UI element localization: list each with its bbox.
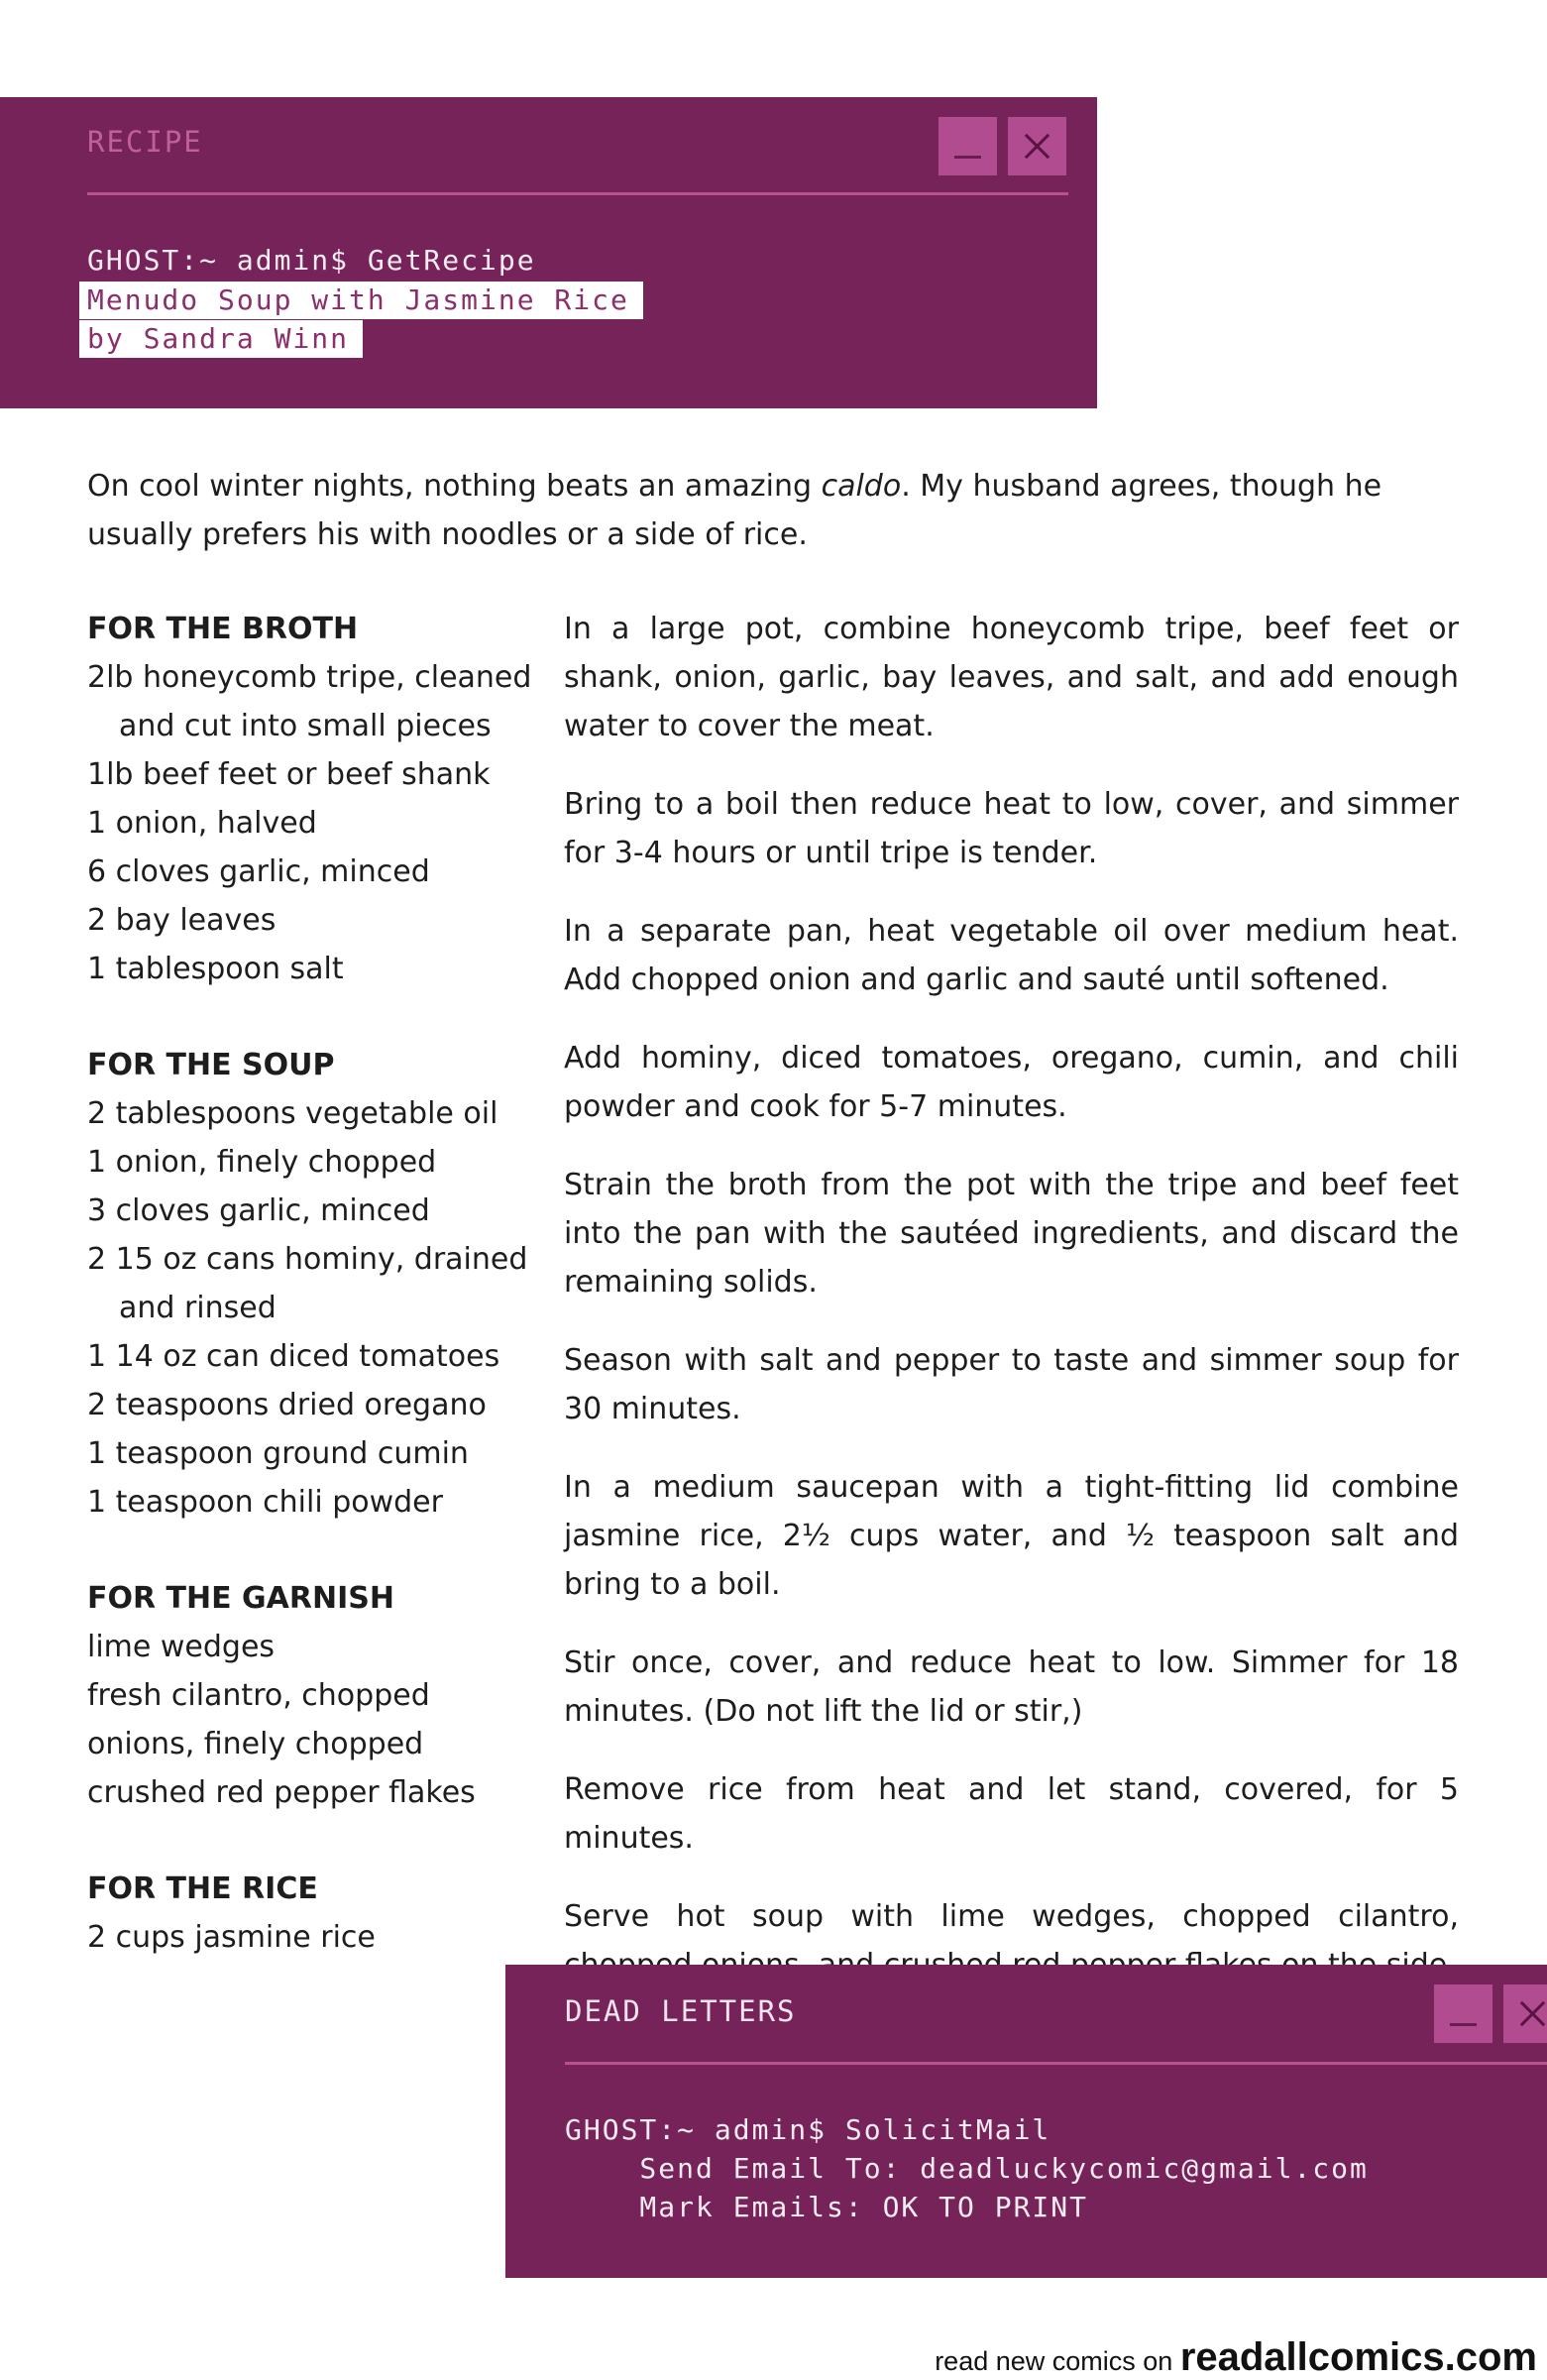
footer-watermark xyxy=(935,2335,1537,2380)
ingredient-item: lime wedges xyxy=(87,1630,276,1664)
instruction-step: Season with salt and pepper to taste and simmer soup for 30 minutes. xyxy=(564,1343,1459,1426)
instruction-step: In a large pot, combine honeycomb tripe, beef feet or shank, onion, garlic, bay leaves, and salt, and add enough water to cover the meat. xyxy=(564,612,1459,743)
ingredient-item: crushed red pepper flakes xyxy=(87,1775,476,1810)
recipe-author: by Sandra Winn xyxy=(79,320,363,358)
section-heading-soup: FOR THE SOUP xyxy=(87,1048,335,1082)
broth-ingredient-list xyxy=(87,653,543,993)
ingredient-item: 1 teaspoon ground cumin xyxy=(87,1436,469,1471)
instructions-column xyxy=(564,605,1459,2019)
footer-site-link[interactable]: readallcomics.com xyxy=(1179,2335,1537,2379)
ingredient-item: 2 cups jasmine rice xyxy=(87,1920,376,1955)
ingredient-item: 2lb honeycomb tripe, cleaned and cut into small pieces xyxy=(87,660,532,743)
ingredient-item: 2 teaspoons dried oregano xyxy=(87,1388,487,1422)
minimize-icon[interactable] xyxy=(939,117,997,175)
ingredient-item: 1 onion, halved xyxy=(87,806,317,841)
instruction-step: In a medium saucepan with a tight-fitting lid combine jasmine rice, 2½ cups water, and ½ teaspoon salt and bring to a boil. xyxy=(564,1470,1459,1602)
terminal-command: GHOST:~ admin$ SolicitMail xyxy=(565,2113,1051,2146)
dead-letters-window xyxy=(505,1965,1547,2278)
instruction-step: Strain the broth from the pot with the tripe and beef feet into the pan with the sautéed ingredients, and discard the remaining solids. xyxy=(564,1168,1459,1300)
recipe-author-line xyxy=(79,320,363,358)
instruction-step: Remove rice from heat and let stand, covered, for 5 minutes. xyxy=(564,1772,1459,1856)
ingredient-item: onions, finely chopped xyxy=(87,1727,424,1761)
ingredient-item: 2 bay leaves xyxy=(87,903,276,938)
ingredient-item: 1 onion, finely chopped xyxy=(87,1145,437,1180)
ingredient-item: 2 15 oz cans hominy, drained and rinsed xyxy=(87,1242,528,1325)
section-heading-broth: FOR THE BROTH xyxy=(87,612,359,646)
terminal-command: GHOST:~ admin$ GetRecipe xyxy=(87,244,536,277)
instruction-step: In a separate pan, heat vegetable oil over medium heat. Add chopped onion and garlic and sauté until softened. xyxy=(564,914,1459,997)
instruction-step: Serve hot soup with lime wedges, chopped cilantro, xyxy=(564,1899,1459,1934)
ingredient-item: fresh cilantro, chopped xyxy=(87,1678,430,1713)
recipe-name-line xyxy=(79,282,643,319)
ingredient-item: 1lb beef feet or beef shank xyxy=(87,757,491,792)
ingredient-item: 1 teaspoon chili powder xyxy=(87,1485,443,1520)
ingredient-item: 2 tablespoons vegetable oil xyxy=(87,1096,498,1131)
garnish-ingredient-list xyxy=(87,1623,543,1817)
send-email-line: Send Email To: deadluckycomic@gmail.com xyxy=(565,2152,1369,2185)
instruction-step: Bring to a boil then reduce heat to low, cover, and simmer for 3-4 hours or until tripe is tender. xyxy=(564,787,1459,870)
instruction-step: Stir once, cover, and reduce heat to low. Simmer for 18 minutes. (Do not lift the lid or stir,) xyxy=(564,1645,1459,1729)
dead-letters-title: DEAD LETTERS xyxy=(565,1994,797,2028)
title-divider xyxy=(87,192,1068,195)
ingredient-item: 6 cloves garlic, minced xyxy=(87,854,430,889)
section-heading-rice: FOR THE RICE xyxy=(87,1871,318,1906)
close-icon[interactable] xyxy=(1503,1984,1547,2043)
footer-prefix: read new comics on xyxy=(935,2346,1180,2376)
ingredients-column xyxy=(87,605,543,2009)
recipe-name: Menudo Soup with Jasmine Rice xyxy=(79,282,643,319)
mark-emails-line: Mark Emails: OK TO PRINT xyxy=(565,2191,1089,2223)
title-divider xyxy=(565,2062,1547,2065)
intro-text-start: On cool winter nights, nothing beats an amazing xyxy=(87,469,822,504)
close-icon[interactable] xyxy=(1008,117,1066,175)
intro-paragraph xyxy=(87,462,1425,559)
ingredient-item: 1 14 oz can diced tomatoes xyxy=(87,1339,500,1374)
recipe-window xyxy=(0,97,1097,408)
ingredient-item: 3 cloves garlic, minced xyxy=(87,1193,430,1228)
intro-text-end: . My husband agrees, though he usually prefers his with noodles or a side of rice. xyxy=(87,469,1382,552)
instruction-step: Add hominy, diced tomatoes, oregano, cumin, and chili powder and cook for 5-7 minutes. xyxy=(564,1041,1459,1124)
section-heading-garnish: FOR THE GARNISH xyxy=(87,1581,394,1616)
recipe-window-title: RECIPE xyxy=(87,125,203,159)
soup-ingredient-list xyxy=(87,1089,543,1527)
rice-ingredient-list xyxy=(87,1913,543,1962)
intro-emphasis: caldo xyxy=(821,469,902,504)
ingredient-item: 1 tablespoon salt xyxy=(87,952,344,986)
minimize-icon[interactable] xyxy=(1434,1984,1492,2043)
